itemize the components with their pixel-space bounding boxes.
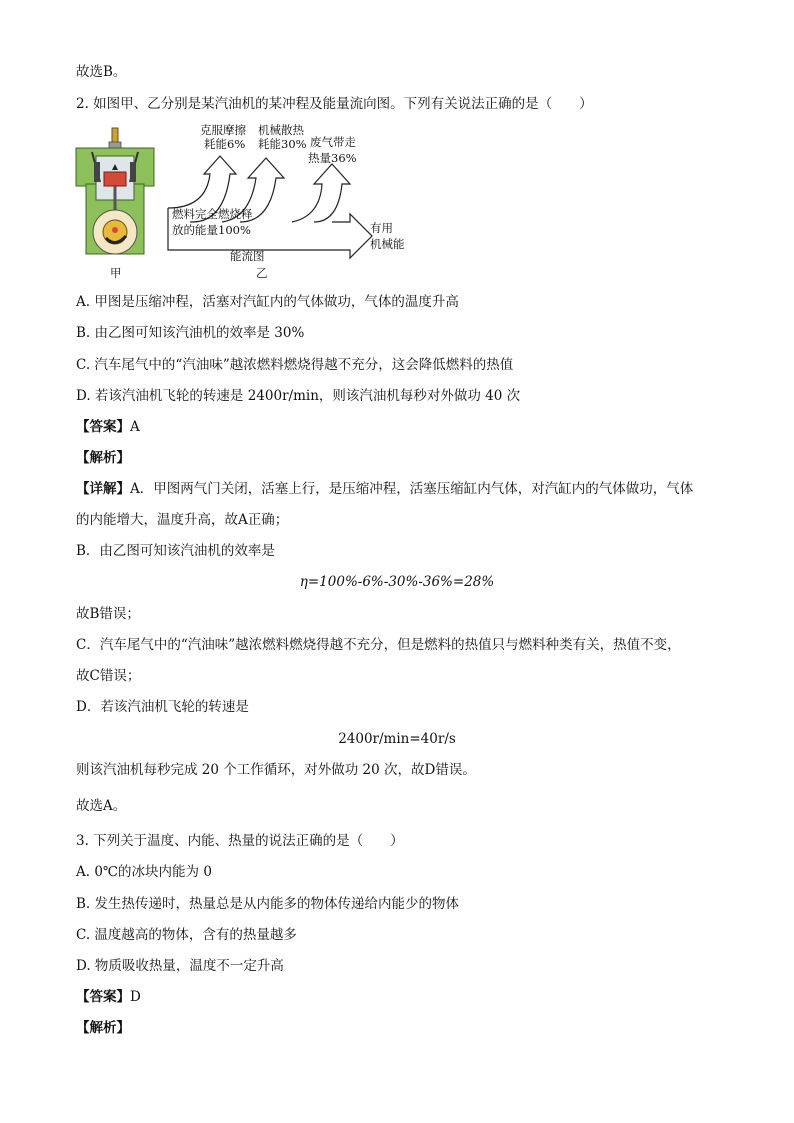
question-3-stem: 3. 下列关于温度、内能、热量的说法正确的是（ ） bbox=[76, 833, 404, 849]
q2-option-b: B. 由乙图可知该汽油机的效率是 30% bbox=[76, 325, 305, 341]
q2-analysis-tag: 【解析】 bbox=[76, 450, 130, 466]
q3-answer bbox=[76, 987, 141, 1007]
answer-tag: 【答案】 bbox=[76, 989, 130, 1005]
friction-loss-value: 耗能6% bbox=[204, 137, 246, 151]
useful-energy-value: 机械能 bbox=[370, 237, 405, 251]
q2-detail-line-2: 的内能增大，温度升高，故A正确； bbox=[76, 512, 289, 528]
answer-value: A bbox=[130, 419, 140, 435]
q2-detail-line-1 bbox=[76, 479, 693, 499]
heat-dissipation-value: 耗能30% bbox=[258, 137, 307, 151]
q2-d-explanation: D．若该汽油机飞轮的转速是 bbox=[76, 699, 249, 715]
q3-analysis-tag: 【解析】 bbox=[76, 1020, 130, 1036]
question-2-stem: 2. 如图甲、乙分别是某汽油机的某冲程及能量流向图。下列有关说法正确的是（ ） bbox=[76, 96, 593, 112]
rpm-formula: 2400r/min=40r/s bbox=[338, 731, 456, 747]
q3-option-c: C. 温度越高的物体，含有的热量越多 bbox=[76, 927, 297, 943]
q2-final-choice: 故选A。 bbox=[76, 798, 127, 814]
q3-option-b: B. 发生热传递时，热量总是从内能多的物体传递给内能少的物体 bbox=[76, 896, 460, 912]
q2-d-conclusion: 则该汽油机每秒完成 20 个工作循环，对外做功 20 次，故D错误。 bbox=[76, 762, 476, 778]
energy-flow-title: 能流图 bbox=[230, 249, 265, 263]
question-2-figure bbox=[72, 122, 432, 284]
figure-label-b: 乙 bbox=[256, 266, 268, 280]
engine-cylinder-illustration bbox=[76, 128, 154, 254]
heat-dissipation-label: 机械散热 bbox=[258, 123, 304, 137]
q2-option-a: A. 甲图是压缩冲程，活塞对汽缸内的气体做功，气体的温度升高 bbox=[76, 294, 459, 310]
q2-option-d: D. 若该汽油机飞轮的转速是 2400r/min，则该汽油机每秒对外做功 40 次 bbox=[76, 388, 521, 404]
exhaust-loss-label: 废气带走 bbox=[310, 135, 356, 149]
q2-c-explanation: C．汽车尾气中的“汽油味”越浓燃料燃烧得越不充分，但是燃料的热值只与燃料种类有关，热值不变， bbox=[76, 637, 681, 653]
engine-and-energy-flow-diagram bbox=[72, 122, 432, 284]
q2-b-wrong: 故B错误； bbox=[76, 606, 140, 622]
q2-c-wrong: 故C错误； bbox=[76, 668, 141, 684]
exhaust-loss-value: 热量36% bbox=[308, 151, 357, 165]
fuel-energy-label: 燃料完全燃烧释 bbox=[172, 207, 253, 221]
answer-value: D bbox=[130, 989, 141, 1005]
q3-option-a: A. 0℃的冰块内能为 0 bbox=[76, 864, 212, 880]
fuel-energy-value: 放的能量100% bbox=[172, 223, 251, 237]
friction-loss-label: 克服摩擦 bbox=[200, 123, 246, 137]
q2-b-explanation: B．由乙图可知该汽油机的效率是 bbox=[76, 543, 275, 559]
q2-answer bbox=[76, 417, 140, 437]
detail-text: A．甲图两气门关闭，活塞上行，是压缩冲程，活塞压缩缸内气体，对汽缸内的气体做功，气体 bbox=[130, 481, 694, 497]
figure-label-a: 甲 bbox=[110, 266, 122, 280]
previous-conclusion: 故选B。 bbox=[76, 64, 127, 80]
efficiency-formula: η=100%-6%-30%-36%=28% bbox=[299, 574, 495, 590]
q2-option-c: C. 汽车尾气中的“汽油味”越浓燃料燃烧得越不充分，这会降低燃料的热值 bbox=[76, 357, 514, 373]
useful-energy-label: 有用 bbox=[370, 221, 393, 235]
answer-tag: 【答案】 bbox=[76, 419, 130, 435]
q3-option-d: D. 物质吸收热量，温度不一定升高 bbox=[76, 958, 284, 974]
detail-tag: 【详解】 bbox=[76, 481, 130, 497]
